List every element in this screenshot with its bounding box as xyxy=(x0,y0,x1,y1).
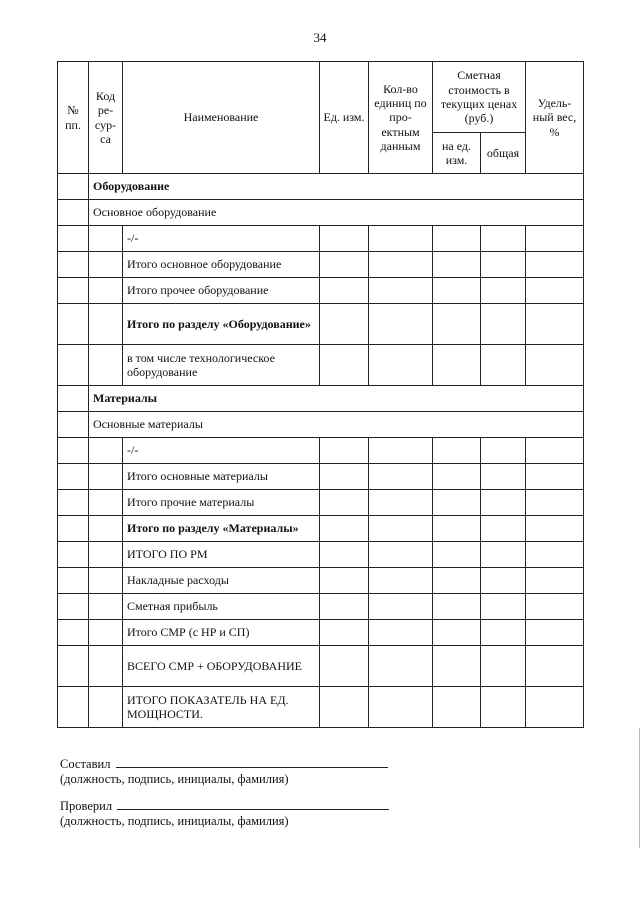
page-number: 34 xyxy=(313,30,327,45)
table-row xyxy=(58,490,584,516)
subsection-title: Основные материалы xyxy=(89,412,584,438)
section-title: Оборудование xyxy=(89,174,584,200)
checked-signature-line xyxy=(117,798,389,810)
row-name: Итого прочие материалы xyxy=(123,490,320,516)
col-header-unit: Ед. изм. xyxy=(320,62,369,174)
subsection-row-equipment xyxy=(58,200,584,226)
table-row xyxy=(58,568,584,594)
row-name: ИТОГО ПОКАЗАТЕЛЬ НА ЕД. МОЩНОСТИ. xyxy=(123,687,320,728)
table-row xyxy=(58,464,584,490)
col-header-cost-total: общая xyxy=(481,133,526,174)
checked-label: Проверил xyxy=(60,799,113,813)
col-header-weight: Удель-ный вес, % xyxy=(526,62,584,174)
compiled-hint: (должность, подпись, инициалы, фамилия) xyxy=(60,772,289,786)
table-row xyxy=(58,252,584,278)
table-row xyxy=(58,620,584,646)
checked-hint: (должность, подпись, инициалы, фамилия) xyxy=(60,814,289,828)
cell-no xyxy=(58,386,89,412)
row-name: -/- xyxy=(123,438,320,464)
table-row xyxy=(58,345,584,386)
col-header-name: Наименование xyxy=(123,62,320,174)
section-row-equipment xyxy=(58,174,584,200)
row-name: ИТОГО ПО РМ xyxy=(123,542,320,568)
col-header-cost-per-unit: на ед. изм. xyxy=(433,133,481,174)
row-name: -/- xyxy=(123,226,320,252)
table-row xyxy=(58,594,584,620)
row-name: Итого прочее оборудование xyxy=(123,278,320,304)
cell-no xyxy=(58,200,89,226)
subsection-title: Основное оборудование xyxy=(89,200,584,226)
signature-checked xyxy=(60,798,389,829)
col-header-qty: Кол-во единиц по про-ектным данным xyxy=(369,62,433,174)
row-name: в том числе технологическое оборудование xyxy=(123,345,320,386)
table-row xyxy=(58,542,584,568)
row-name: ВСЕГО СМР + ОБОРУДОВАНИЕ xyxy=(123,646,320,687)
cell-no xyxy=(58,412,89,438)
col-header-code: Код ре-сур-са xyxy=(89,62,123,174)
section-row-materials xyxy=(58,386,584,412)
row-name: Накладные расходы xyxy=(123,568,320,594)
cell-no xyxy=(58,174,89,200)
table-row xyxy=(58,687,584,728)
compiled-label: Составил xyxy=(60,757,111,771)
col-header-cost-group: Сметная стоимость в текущих ценах (руб.) xyxy=(433,62,526,133)
col-header-no: № пп. xyxy=(58,62,89,174)
signature-compiled xyxy=(60,756,388,787)
table-row xyxy=(58,226,584,252)
table-row xyxy=(58,516,584,542)
row-name: Сметная прибыль xyxy=(123,594,320,620)
row-name: Итого по разделу «Материалы» xyxy=(123,516,320,542)
estimate-table xyxy=(57,61,584,728)
row-name: Итого основное оборудование xyxy=(123,252,320,278)
table-row xyxy=(58,646,584,687)
table-row xyxy=(58,278,584,304)
row-name: Итого по разделу «Оборудование» xyxy=(123,304,320,345)
table-row xyxy=(58,438,584,464)
row-name: Итого основные материалы xyxy=(123,464,320,490)
compiled-signature-line xyxy=(116,756,388,768)
subsection-row-materials xyxy=(58,412,584,438)
table-row xyxy=(58,304,584,345)
row-name: Итого СМР (с НР и СП) xyxy=(123,620,320,646)
section-title: Материалы xyxy=(89,386,584,412)
